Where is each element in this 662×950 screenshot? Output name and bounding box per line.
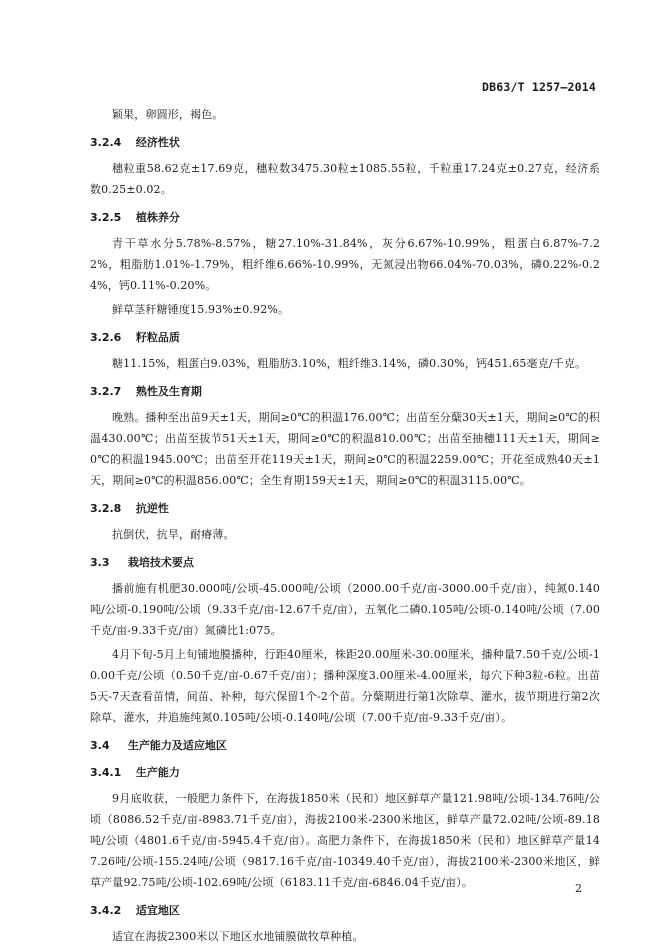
section-number: 3.4.2 — [90, 904, 122, 917]
paragraph: 晚熟。播种至出苗9天±1天，期间≥0℃的积温176.00℃；出苗至分蘖30天±1天，期间≥0℃的积温430.00℃；出苗至拔节51天±1天，期间≥0℃的积温810.00℃；出苗至抽穗111天±1天，期间≥0℃的积温1945.00℃；出苗至开花119天±1天，期间≥0℃的积温2259.00℃；开花至成熟40天±1天，期间≥0℃的积温856.00℃；全生育期159天±1天，期间≥0℃的积温3115.00℃。 — [90, 411, 600, 487]
paragraph: 青干草水分5.78%-8.57%，糖27.10%-31.84%，灰分6.67%-10.99%，粗蛋白6.87%-7.22%，粗脂肪1.01%-1.79%，粗纤维6.66%-10.99%，无氮浸出物66.04%-70.03%，磷0.22%-0.24%，钙0.11%-0.20%。 — [90, 237, 600, 292]
paragraph: 抗倒伏，抗旱，耐瘠薄。 — [112, 528, 235, 541]
section-title: 生产能力 — [135, 766, 180, 779]
section-number: 3.2.5 — [90, 211, 122, 224]
section-3-3-heading — [90, 554, 600, 572]
intro-line: 颖果，卵圆形，褐色。 — [112, 108, 224, 121]
paragraph: 糖11.15%，粗蛋白9.03%，粗脂肪3.10%，粗纤维3.14%，磷0.30%，钙451.65毫克/千克。 — [112, 357, 587, 370]
paragraph: 播前施有机肥30.000吨/公顷-45.000吨/公顷（2000.00千克/亩-3000.00千克/亩），纯氮0.140吨/公顷-0.190吨/公顷（9.33千克/亩-12.67千克/亩），五氧化二磷0.105吨/公顷-0.140吨/公顷（7.00千克/亩-9.33千克/亩）氮磷比1:075。 — [90, 582, 600, 637]
section-title: 熟性及生育期 — [135, 385, 202, 398]
section-number: 3.2.7 — [90, 385, 122, 398]
section-3-4-1-heading — [90, 764, 600, 782]
section-title: 适宜地区 — [135, 904, 180, 917]
section-title: 经济性状 — [135, 136, 180, 149]
paragraph: 适宜在海拔2300米以下地区水地铺膜做牧草种植。 — [112, 930, 364, 943]
section-3-4-heading — [90, 737, 600, 755]
paragraph: 4月下旬-5月上旬铺地膜播种，行距40厘米，株距20.00厘米-30.00厘米，播种量7.50千克/公顷-10.00千克/公顷（0.50千克/亩-0.67千克/亩）；播种深度3.00厘米-4.00厘米，每穴下种3粒-6粒。出苗5天-7天查看苗情，间苗、补种，每穴保留1个-2个苗。分蘖期进行第1次除草、灌水，拔节期进行第2次除草、灌水，并追施纯氮0.105吨/公顷-0.140吨/公顷（7.00千克/亩-9.33千克/亩）。 — [90, 648, 600, 724]
standard-code: DB63/T 1257—2014 — [482, 80, 596, 94]
section-3-2-5-heading — [90, 209, 600, 227]
page-number: 2 — [575, 882, 582, 895]
section-3-2-8-heading — [90, 500, 600, 518]
section-3-4-2-heading — [90, 902, 600, 920]
section-number: 3.4 — [90, 739, 110, 752]
document-body — [90, 104, 600, 950]
section-title: 抗逆性 — [135, 502, 169, 515]
section-title: 生产能力及适应地区 — [127, 739, 227, 752]
section-3-2-7-heading — [90, 383, 600, 401]
section-title: 栽培技术要点 — [127, 556, 194, 569]
paragraph: 鲜草茎秆糖锤度15.93%±0.92%。 — [112, 303, 290, 316]
paragraph: 穗粒重58.62克±17.69克，穗粒数3475.30粒±1085.55粒，千粒重17.24克±0.27克，经济系数0.25±0.02。 — [90, 162, 600, 196]
page-header — [0, 78, 662, 79]
section-3-2-4-heading — [90, 134, 600, 152]
section-title: 植株养分 — [135, 211, 180, 224]
section-number: 3.2.6 — [90, 331, 122, 344]
section-number: 3.4.1 — [90, 766, 122, 779]
section-title: 籽粒品质 — [135, 331, 180, 344]
paragraph: 9月底收获，一般肥力条件下，在海拔1850米（民和）地区鲜草产量121.98吨/公顷-134.76吨/公顷（8086.52千克/亩-8983.71千克/亩），海拔2100米-2300米地区，鲜草产量72.02吨/公顷-89.18吨/公顷（4801.6千克/亩-5945.4千克/亩）。高肥力条件下，在海拔1850米（民和）地区鲜草产量147.26吨/公顷-155.24吨/公顷（9817.16千克/亩-10349.40千克/亩），海拔2100米-2300米地区，鲜草产量92.75吨/公顷-102.69吨/公顷（6183.11千克/亩-6846.04千克/亩）。 — [90, 792, 600, 889]
section-number: 3.2.4 — [90, 136, 122, 149]
section-number: 3.2.8 — [90, 502, 122, 515]
section-3-2-6-heading — [90, 329, 600, 347]
section-number: 3.3 — [90, 556, 110, 569]
